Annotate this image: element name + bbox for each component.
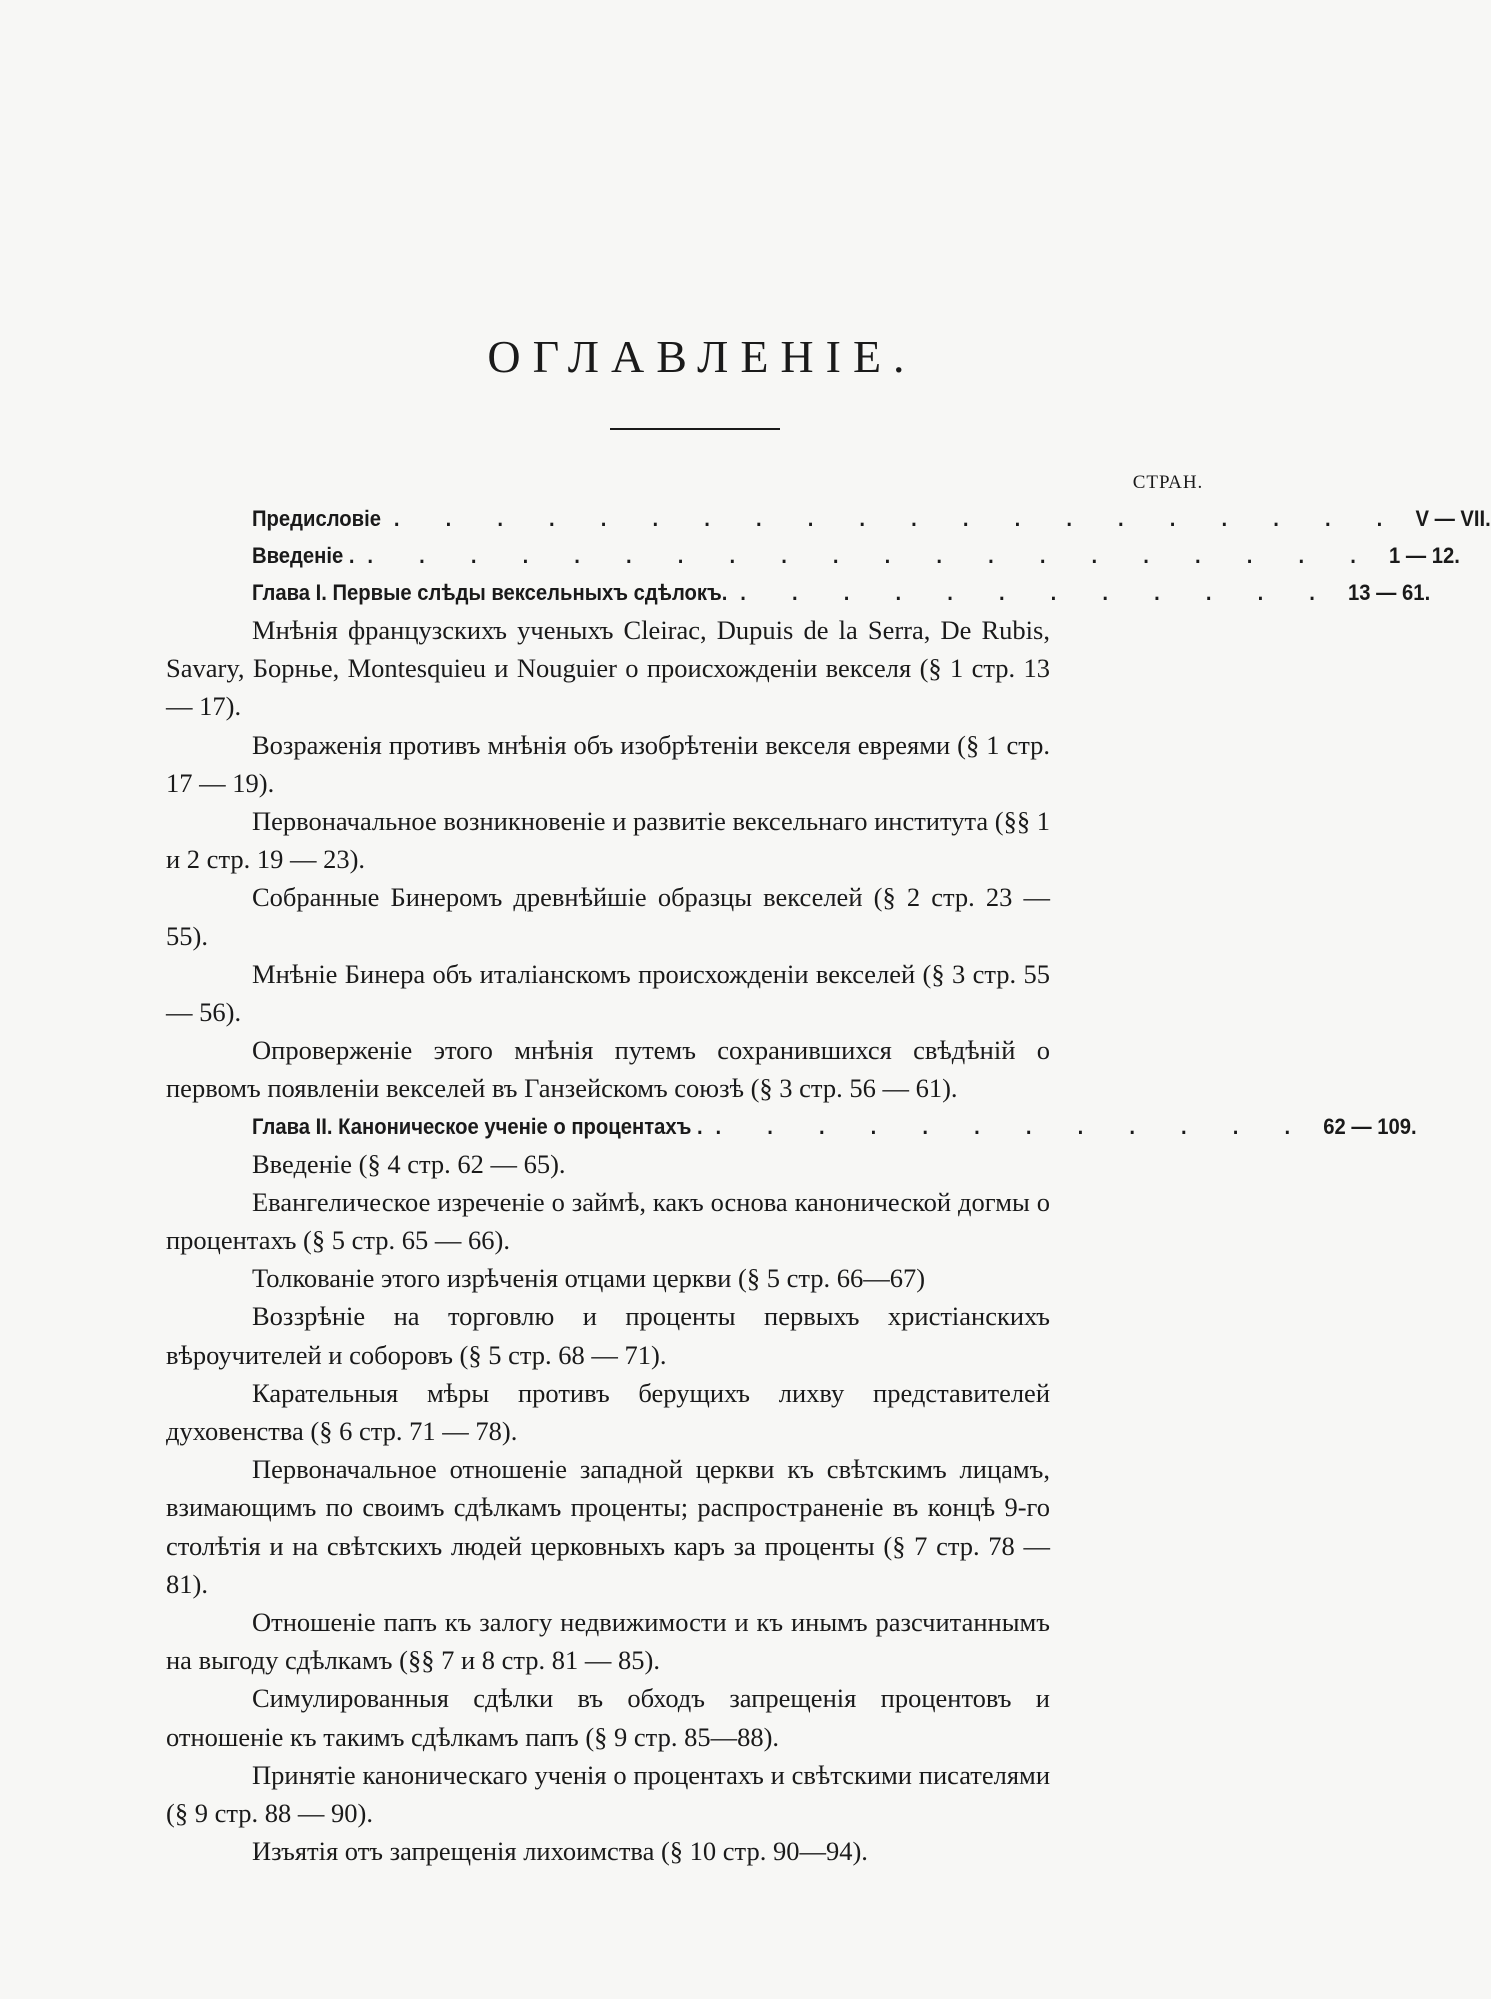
list-item: Евангелическое изреченіе о займѣ, какъ основа канонической догмы о процентахъ (§ 5 стр. 65 — 66). bbox=[166, 1186, 1050, 1256]
toc-entry-label: Предисловіе bbox=[252, 506, 382, 531]
leader-dots: . . . . . . . . . . . . bbox=[740, 580, 1336, 605]
list-item: Отношеніе папъ къ залогу недвижимости и къ инымъ разсчитаннымъ на выгоду сдѣлкамъ (§§ 7 и 8 стр. 81 — 85). bbox=[166, 1607, 1050, 1676]
list-item: Введеніе (§ 4 стр. 62 — 65). bbox=[252, 1148, 566, 1179]
list-item: Симулированныя сдѣлки въ обходъ запрещенія процентовъ и отношеніе къ такимъ сдѣлкамъ папъ (§ 9 стр. 85—88). bbox=[166, 1683, 1050, 1752]
title-rule bbox=[610, 428, 780, 430]
toc-entry-preface bbox=[252, 500, 1491, 537]
toc-entry-label: Введеніе . bbox=[252, 543, 355, 568]
page-title: ОГЛАВЛЕНІЕ. bbox=[487, 331, 917, 382]
list-item: Мнѣніе Бинера объ италіанскомъ происхожденіи векселей (§ 3 стр. 55 — 56). bbox=[166, 958, 1050, 1028]
list-item: Мнѣнія французскихъ ученыхъ Cleirac, Dupuis de la Serra, De Rubis, Savary, Борнье, Montesquieu и Nouguier о происхожденіи векселя (§ 1 стр. 13 — 17). bbox=[166, 615, 1050, 722]
list-item: Толкованіе этого изрѣченія отцами церкви (§ 5 стр. 66—67) bbox=[252, 1263, 926, 1294]
list-item: Возраженія противъ мнѣнія объ изобрѣтеніи векселя евреями (§ 1 стр. 17 — 19). bbox=[166, 729, 1050, 798]
list-item: Первоначальное отношеніе западной церкви къ свѣтскимъ лицамъ, взимающимъ по своимъ сдѣлкамъ проценты; распространеніе въ концѣ 9-го столѣтія и на свѣтскихъ людей церковныхъ каръ за проценты (§ 7 стр. 78 — 81). bbox=[166, 1454, 1050, 1599]
toc-entry-pages: 1 — 12. bbox=[1388, 543, 1460, 568]
leader-dots: . . . . . . . . . . . . bbox=[715, 1113, 1311, 1139]
chapter-1-contents bbox=[166, 611, 1050, 1108]
list-item: Воззрѣніе на торговлю и проценты первыхъ христіанскихъ вѣроучителей и соборовъ (§ 5 стр. 68 — 71). bbox=[166, 1301, 1050, 1370]
toc-entry-pages: 62 — 109. bbox=[1323, 1113, 1417, 1139]
list-item: Собранные Бинеромъ древнѣйшіе образцы векселей (§ 2 стр. 23 — 55). bbox=[166, 882, 1050, 951]
chapter-2-contents bbox=[166, 1145, 1050, 1871]
toc-entry-chapter-1 bbox=[252, 574, 1431, 611]
toc-entry-pages: V — VII. bbox=[1415, 506, 1491, 531]
pages-column-header: СТРАН. bbox=[1132, 472, 1204, 493]
leader-dots: . . . . . . . . . . . . . . . . . . . . bbox=[393, 506, 1403, 531]
toc-entry-introduction bbox=[252, 537, 1460, 574]
list-item: Первоначальное возникновеніе и развитіе вексельнаго института (§§ 1 и 2 стр. 19 — 23). bbox=[166, 806, 1050, 875]
toc-entry-pages: 13 — 61. bbox=[1348, 580, 1431, 605]
toc-entry-label: Глава II. Каноническое ученіе о процентахъ . bbox=[252, 1113, 703, 1139]
list-item: Опроверженіе этого мнѣнія путемъ сохранившихся свѣдѣній о первомъ появленіи векселей въ Ганзейскомъ союзѣ (§ 3 стр. 56 — 61). bbox=[166, 1035, 1050, 1104]
list-item: Изъятія отъ запрещенія лихоимства (§ 10 стр. 90—94). bbox=[252, 1836, 868, 1867]
table-of-contents bbox=[166, 500, 1491, 1871]
toc-entry-label: Глава I. Первые слѣды вексельныхъ сдѣлокъ. bbox=[252, 580, 728, 605]
list-item: Принятіе каноническаго ученія о процентахъ и свѣтскими писателями (§ 9 стр. 88 — 90). bbox=[166, 1759, 1050, 1829]
leader-dots: . . . . . . . . . . . . . . . . . . . . bbox=[367, 543, 1377, 568]
toc-entry-chapter-2 bbox=[252, 1108, 1417, 1145]
list-item: Карательныя мѣры противъ берущихъ лихву представителей духовенства (§ 6 стр. 71 — 78). bbox=[166, 1377, 1050, 1447]
